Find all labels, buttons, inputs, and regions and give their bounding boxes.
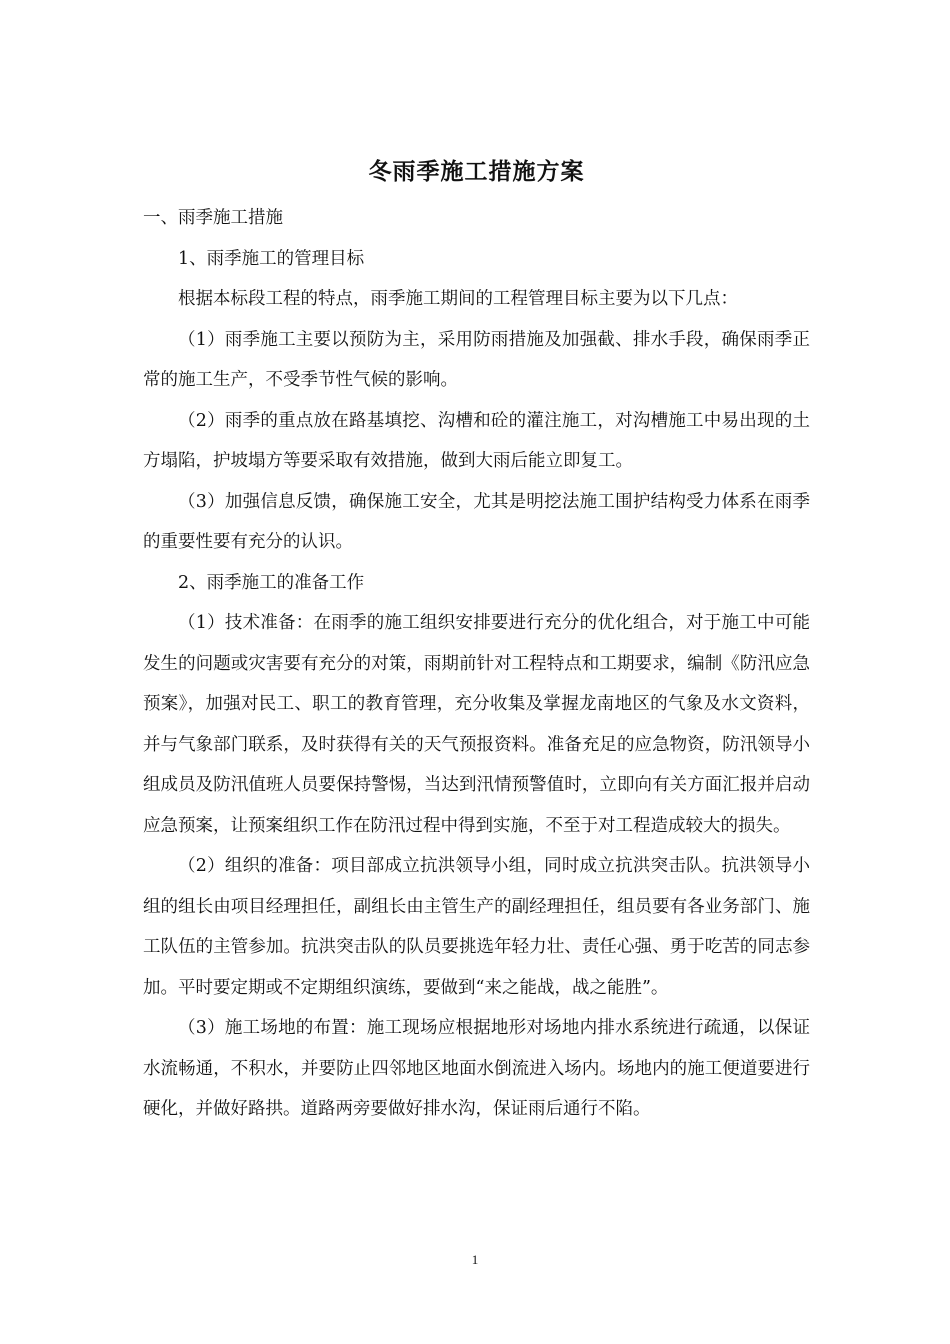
paragraph-goals-intro: 根据本标段工程的特点，雨季施工期间的工程管理目标主要为以下几点： bbox=[178, 289, 738, 309]
document-body bbox=[143, 198, 810, 1130]
subheading-management-goals: 1、雨季施工的管理目标 bbox=[178, 248, 365, 269]
paragraph-goal-3: （3）加强信息反馈，确保施工安全，尤其是明挖法施工围护结构受力体系在雨季的重要性要有充分的认识。 bbox=[143, 491, 810, 552]
document-title: 冬雨季施工措施方案 bbox=[368, 159, 585, 185]
page-number: 1 bbox=[471, 1252, 479, 1267]
paragraph-organization-preparation: （2）组织的准备：项目部成立抗洪领导小组，同时成立抗洪突击队。抗洪领导小组的组长由项目经理担任，副组长由主管生产的副经理担任，组员要有各业务部门、施工队伍的主管参加。抗洪突击队的队员要挑选年轻力壮、责任心强、勇于吃苦的同志参加。平时要定期或不定期组织演练，要做到“来之能战，战之能胜”。 bbox=[143, 856, 810, 998]
paragraph-goal-2: （2）雨季的重点放在路基填挖、沟槽和砼的灌注施工，对沟槽施工中易出现的土方塌陷，护坡塌方等要采取有效措施，做到大雨后能立即复工。 bbox=[143, 410, 810, 471]
subheading-preparation: 2、雨季施工的准备工作 bbox=[178, 572, 365, 593]
paragraph-technical-preparation: （1）技术准备：在雨季的施工组织安排要进行充分的优化组合，对于施工中可能发生的问题或灾害要有充分的对策，雨期前针对工程特点和工期要求，编制《防汛应急预案》，加强对民工、职工的教育管理，充分收集及掌握龙南地区的气象及水文资料，并与气象部门联系，及时获得有关的天气预报资料。准备充足的应急物资，防汛领导小组成员及防汛值班人员要保持警惕，当达到汛情预警值时，立即向有关方面汇报并启动应急预案，让预案组织工作在防汛过程中得到实施，不至于对工程造成较大的损失。 bbox=[143, 613, 810, 836]
paragraph-site-layout: （3）施工场地的布置：施工现场应根据地形对场地内排水系统进行疏通，以保证水流畅通，不积水，并要防止四邻地区地面水倒流进入场内。场地内的施工便道要进行硬化，并做好路拱。道路两旁要做好排水沟，保证雨后通行不陷。 bbox=[143, 1018, 810, 1119]
paragraph-goal-1: （1）雨季施工主要以预防为主，采用防雨措施及加强截、排水手段，确保雨季正常的施工生产，不受季节性气候的影响。 bbox=[143, 329, 810, 390]
section-heading-rainy-season: 一、雨季施工措施 bbox=[143, 208, 283, 228]
